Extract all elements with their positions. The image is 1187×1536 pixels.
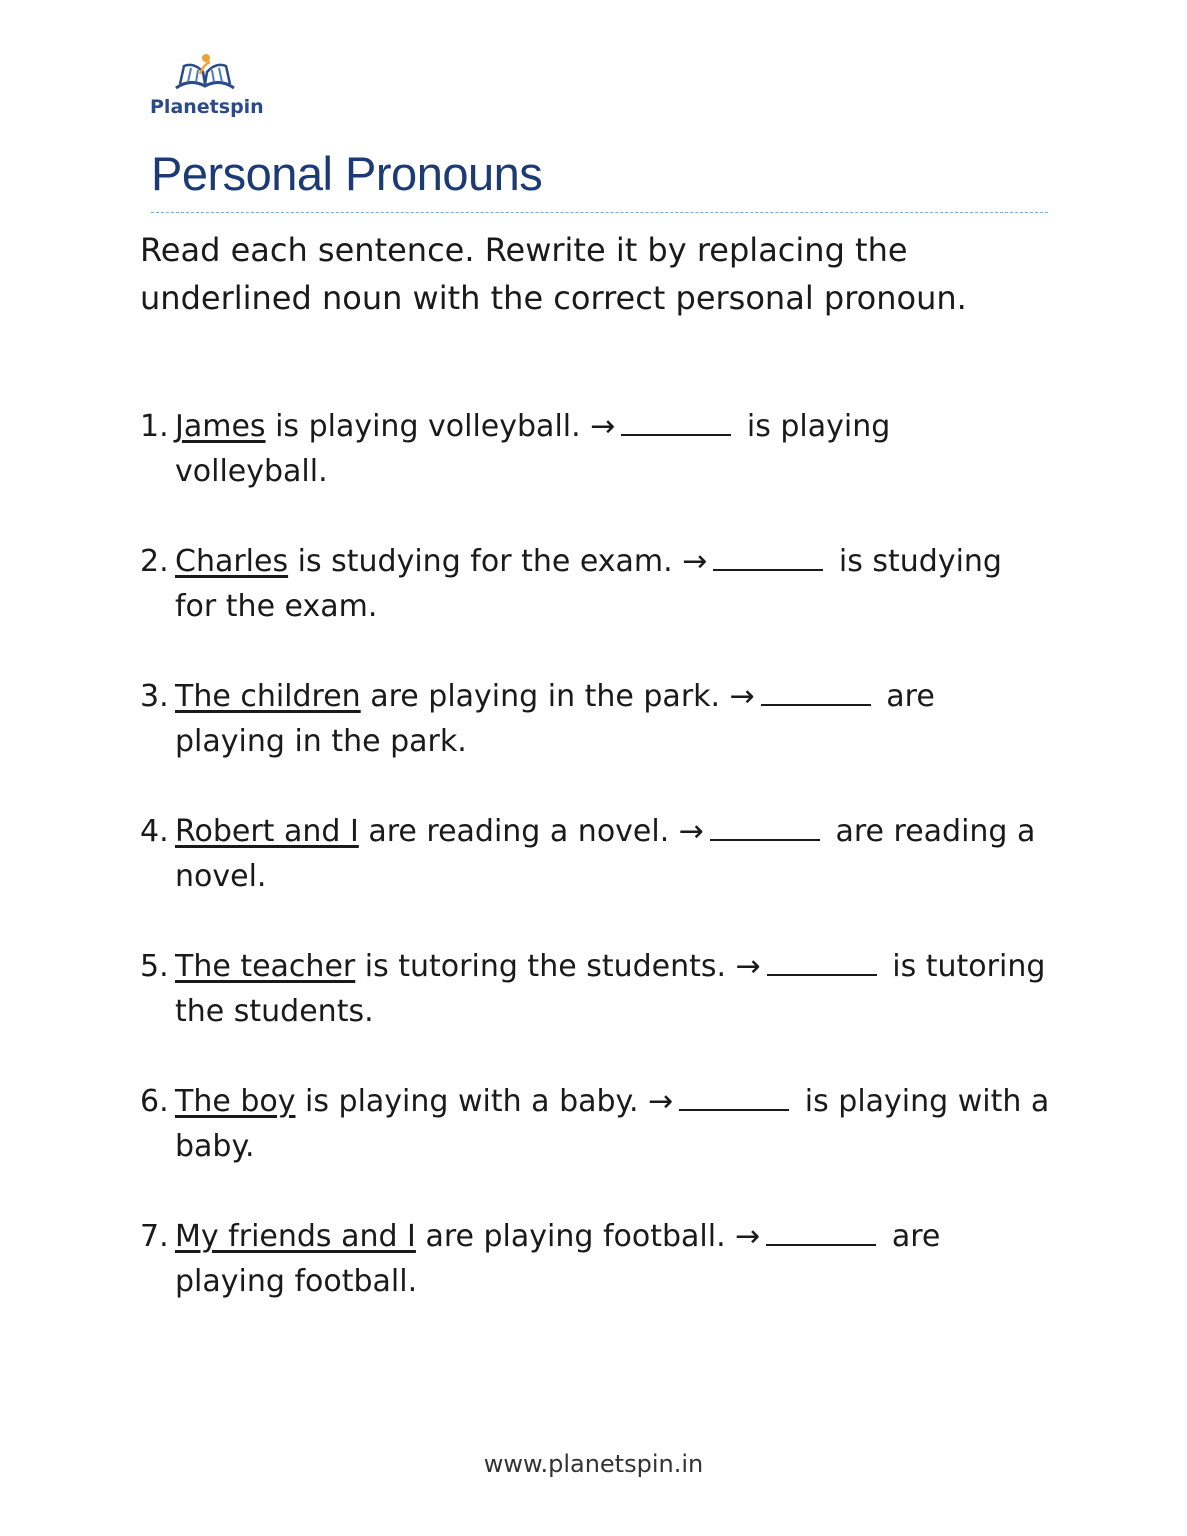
sentence-text: is playing with a baby. — [295, 1084, 649, 1119]
underlined-noun: James — [175, 409, 266, 444]
arrow-icon: → — [648, 1084, 674, 1119]
underlined-noun: The boy — [175, 1084, 296, 1119]
rewritten-sentence-text: is playing with a baby. — [175, 1084, 1050, 1164]
underlined-noun: Robert and I — [175, 814, 359, 849]
question-item — [140, 674, 1050, 764]
underlined-noun: The teacher — [175, 949, 356, 984]
arrow-icon: → — [678, 814, 704, 849]
planetspin-logo — [150, 50, 264, 128]
answer-blank[interactable] — [679, 1079, 789, 1111]
question-number: 5. — [140, 949, 169, 984]
page-title: Personal Pronouns — [151, 147, 543, 200]
answer-blank[interactable] — [761, 674, 871, 706]
underlined-noun: My friends and I — [175, 1219, 416, 1254]
sentence-text: is tutoring the students. — [355, 949, 736, 984]
sentence-text: are playing football. — [415, 1219, 736, 1254]
underlined-noun: The children — [175, 679, 361, 714]
sentence-text: are playing in the park. — [360, 679, 730, 714]
rewritten-sentence-text: are playing football. — [175, 1219, 941, 1299]
arrow-icon: → — [729, 679, 755, 714]
question-number: 2. — [140, 544, 169, 579]
question-number: 7. — [140, 1219, 169, 1254]
rewritten-sentence-text: is tutoring the students. — [175, 949, 1046, 1029]
answer-blank[interactable] — [710, 809, 820, 841]
rewritten-sentence-text: is studying for the exam. — [175, 544, 1002, 624]
underlined-noun: Charles — [175, 544, 289, 579]
open-book-logo-icon — [170, 50, 240, 94]
answer-blank[interactable] — [767, 944, 877, 976]
footer-url: www.planetspin.in — [483, 1450, 704, 1478]
rewritten-sentence-text: is playing volleyball. — [175, 409, 891, 489]
question-list — [140, 404, 1050, 1304]
question-item — [140, 539, 1050, 629]
question-item — [140, 404, 1050, 494]
title-divider — [151, 212, 1048, 213]
arrow-icon: → — [735, 949, 761, 984]
instructions: Read each sentence. Rewrite it by replacing the underlined noun with the correct personal pronoun. — [140, 231, 967, 317]
logo-text: Planetspin — [150, 96, 264, 118]
question-item — [140, 1079, 1050, 1169]
rewritten-sentence-text: are playing in the park. — [175, 679, 935, 759]
question-item — [140, 1214, 1050, 1304]
answer-blank[interactable] — [621, 404, 731, 436]
arrow-icon: → — [735, 1219, 761, 1254]
question-number: 4. — [140, 814, 169, 849]
arrow-icon: → — [590, 409, 616, 444]
sentence-text: is studying for the exam. — [288, 544, 683, 579]
arrow-icon: → — [682, 544, 708, 579]
question-item — [140, 944, 1050, 1034]
sentence-text: are reading a novel. — [358, 814, 679, 849]
answer-blank[interactable] — [766, 1214, 876, 1246]
question-number: 3. — [140, 679, 169, 714]
rewritten-sentence-text: are reading a novel. — [175, 814, 1036, 894]
sentence-text: is playing volleyball. — [265, 409, 591, 444]
question-number: 1. — [140, 409, 169, 444]
question-number: 6. — [140, 1084, 169, 1119]
question-item — [140, 809, 1050, 899]
answer-blank[interactable] — [713, 539, 823, 571]
